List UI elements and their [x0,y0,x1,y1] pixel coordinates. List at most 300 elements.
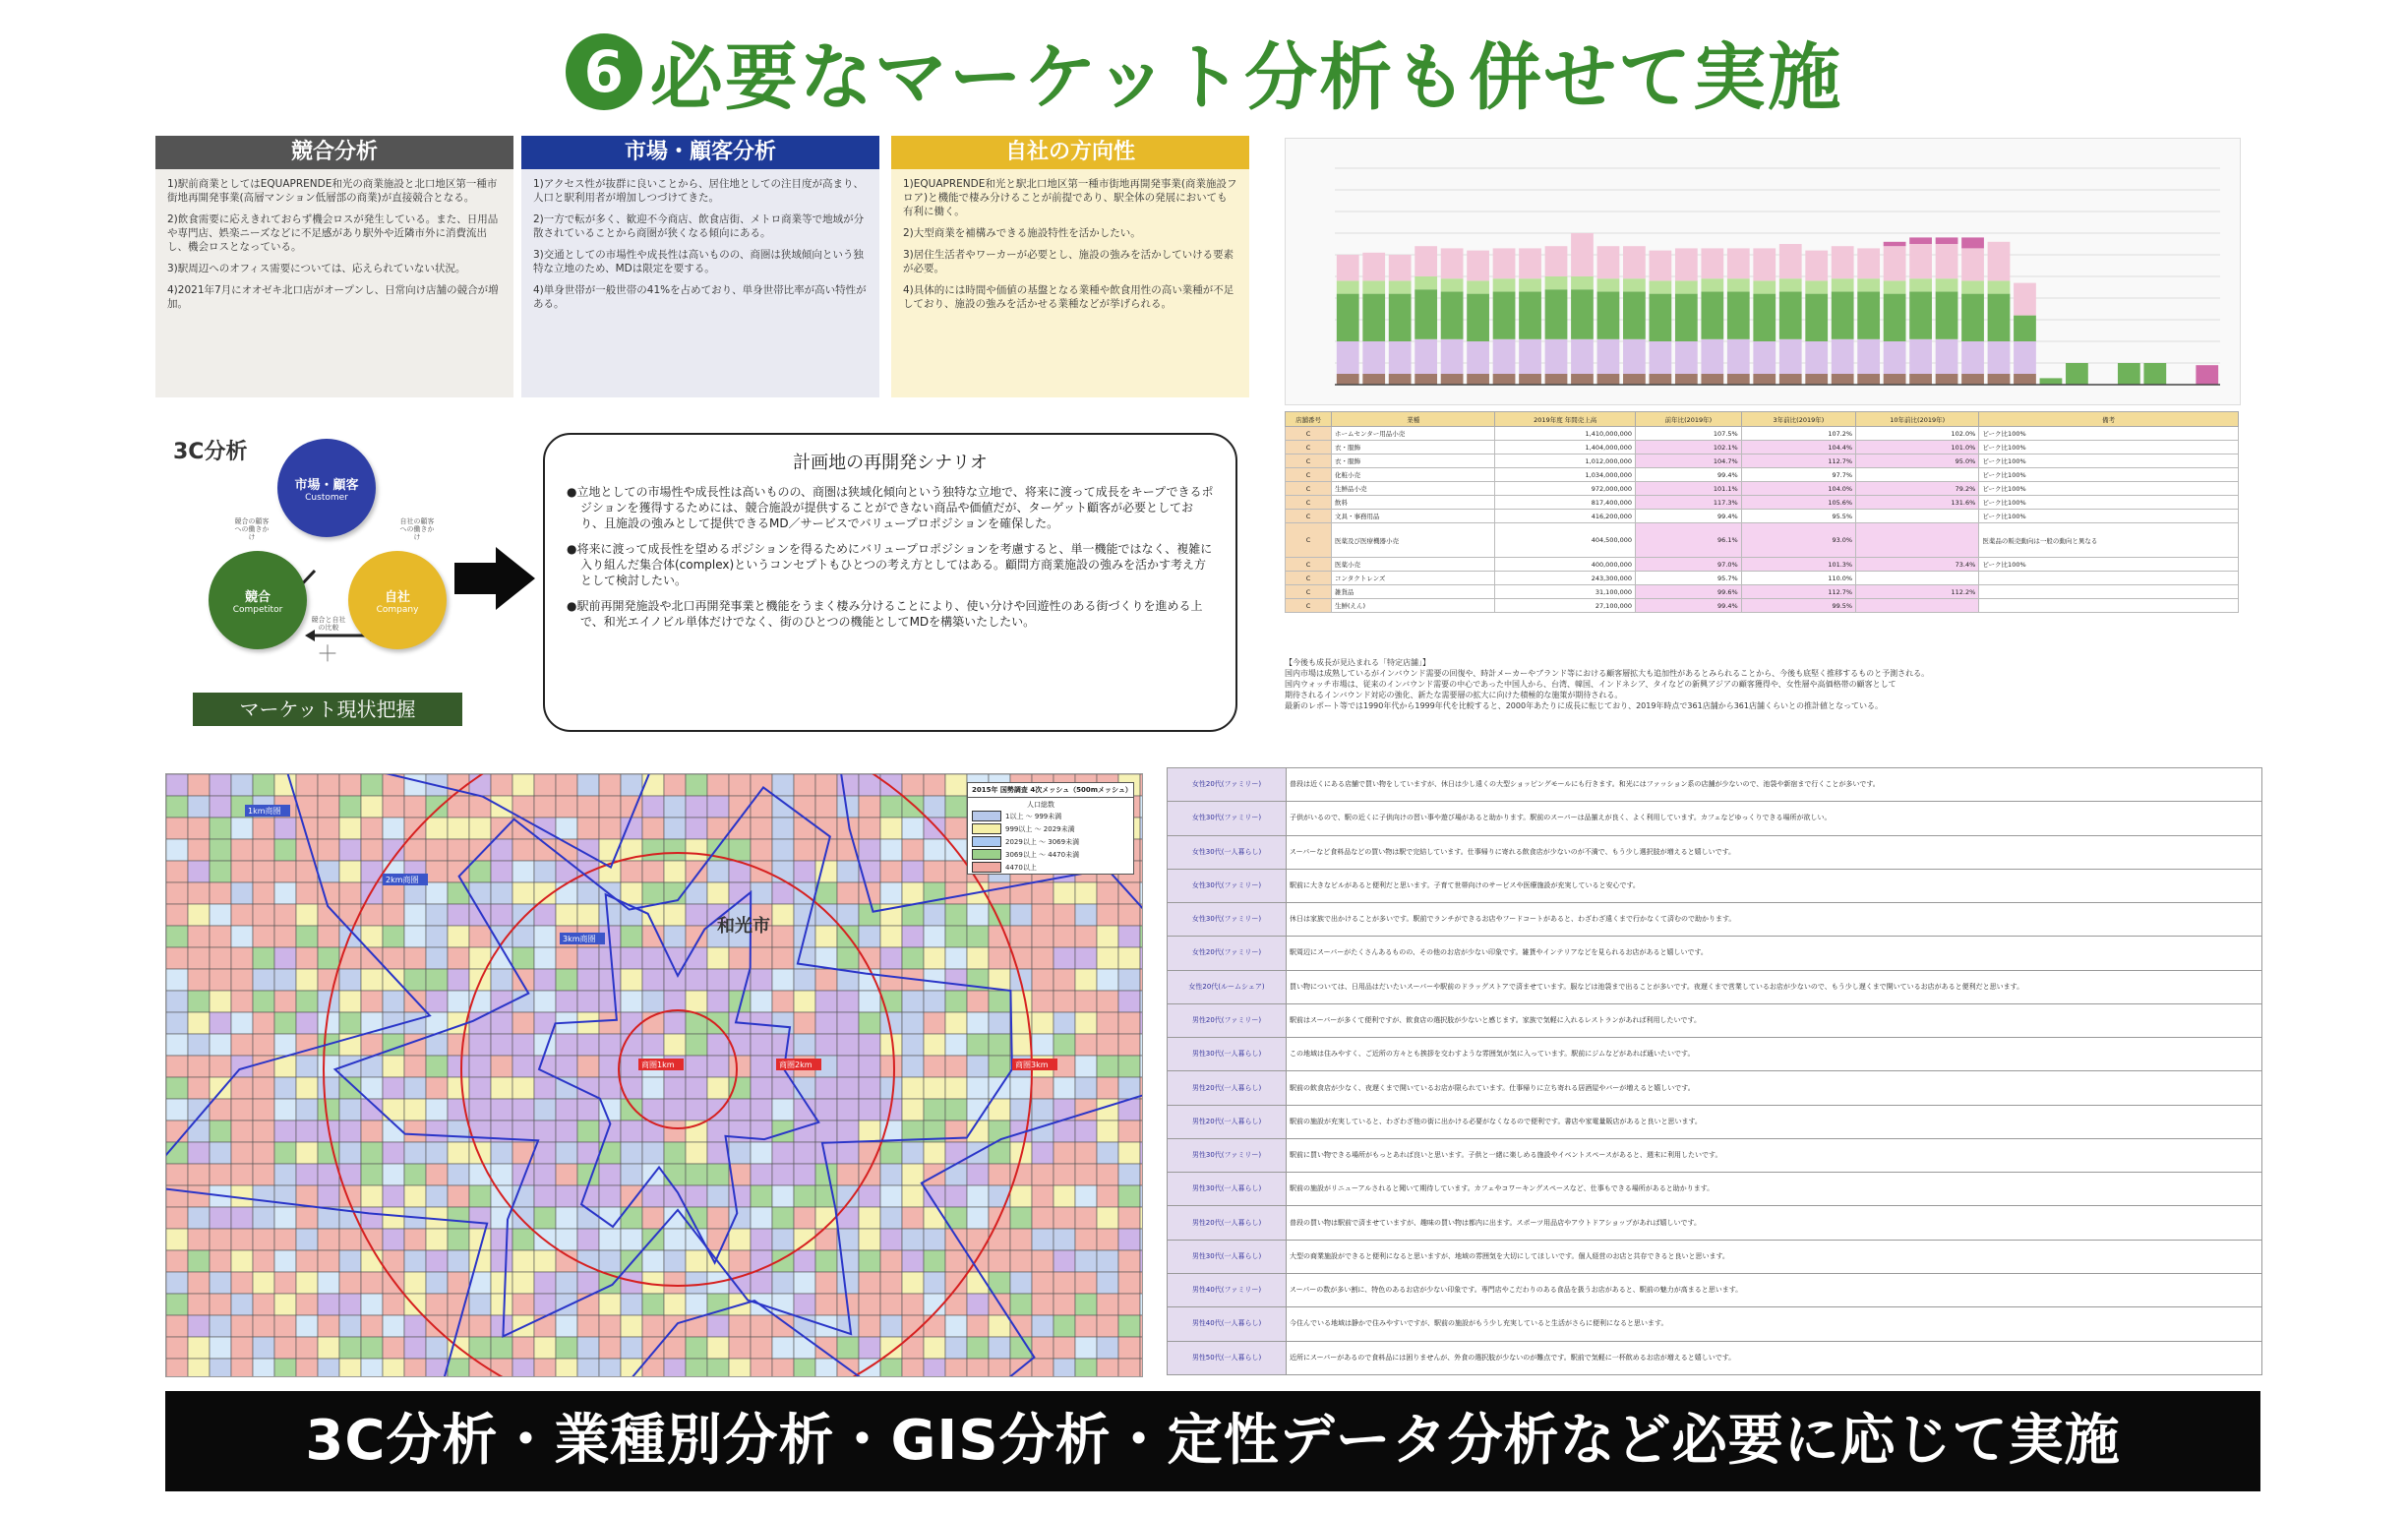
chart-bar-segment [1571,374,1594,385]
mesh-cell [707,1207,729,1229]
mesh-cell [210,818,231,839]
mesh-cell [296,1207,318,1229]
mesh-cell [1118,1315,1140,1337]
mesh-cell [880,1272,902,1294]
mesh-cell [210,1272,231,1294]
mesh-cell [188,1077,210,1099]
mesh-cell [1097,1294,1118,1315]
mesh-cell [1118,1272,1140,1294]
mesh-cell [794,1185,815,1207]
chart-bar-segment [1571,233,1594,276]
qualitative-table-body [1168,768,2262,1375]
mesh-cell [166,1164,188,1185]
chart-bar-segment [1909,374,1932,385]
mesh-cell [837,1142,859,1164]
table-note: 【今後も成長が見込まれる「特定店舗」】 [1285,658,1430,667]
table-row [1286,510,2239,523]
mesh-cell [296,1359,318,1376]
mesh-cell [621,1207,642,1229]
mesh-cell [945,1056,967,1077]
bullet-icon: ● [567,599,577,613]
mesh-cell [491,1272,512,1294]
mesh-cell [339,861,361,882]
mesh-cell [664,969,686,991]
mesh-cell [621,969,642,991]
mesh-cell [924,1272,945,1294]
table-cell: 99.4% [1636,468,1742,482]
mesh-cell [318,818,339,839]
mesh-cell [794,1294,815,1315]
chart-bar-segment [1493,291,1516,338]
mesh-cell [166,1142,188,1164]
mesh-cell [231,904,253,926]
interview-row [1168,1038,2262,1071]
mesh-cell [880,926,902,947]
competitor-analysis-heading: 競合分析 [155,136,513,169]
mesh-cell [448,1272,469,1294]
mesh-cell [772,947,794,969]
table-cell: 972,000,000 [1495,482,1636,496]
mesh-cell [1032,1359,1054,1376]
mesh-cell [664,1077,686,1099]
mesh-cell [426,904,448,926]
mesh-cell [274,926,296,947]
mesh-cell [664,1294,686,1315]
mesh-cell [859,1099,880,1121]
mesh-cell [751,1207,772,1229]
mesh-cell [664,1099,686,1121]
chart-bar-segment [1936,374,1958,385]
mesh-cell [664,774,686,796]
mesh-cell [1118,1142,1140,1164]
respondent-label: 男性20代(一人暮らし) [1168,1105,1287,1138]
mesh-cell [404,1056,426,1077]
mesh-cell [664,818,686,839]
mesh-cell [1140,1250,1142,1272]
mesh-cell [751,839,772,861]
chart-bar-segment [1701,248,1723,278]
mesh-cell [989,1315,1010,1337]
mesh-cell [1140,991,1142,1012]
chart-bar-segment [1857,291,1880,338]
mesh-cell [1140,1185,1142,1207]
mesh-cell [448,947,469,969]
mesh-cell [404,1337,426,1359]
mesh-cell [1032,1337,1054,1359]
legend-swatch [972,862,1001,873]
table-row [1286,585,2239,599]
chart-bar-segment [1519,374,1541,385]
chart-bar-segment [1701,374,1723,385]
chart-bar-segment [1389,255,1412,280]
mesh-cell [556,1337,577,1359]
mesh-cell [210,1164,231,1185]
mesh-cell [1054,1229,1075,1250]
mesh-cell [1054,1207,1075,1229]
bullet-icon: ● [567,542,577,556]
mesh-cell [686,969,707,991]
chart-bar-segment [1805,341,1828,374]
chart-bar-segment [1650,280,1672,293]
mesh-cell [664,1121,686,1142]
mesh-cell [902,774,924,796]
mesh-cell [945,904,967,926]
mesh-cell [924,1315,945,1337]
mesh-cell [556,774,577,796]
mesh-cell [534,1315,556,1337]
mesh-cell [772,1012,794,1034]
mesh-cell [1075,882,1097,904]
mesh-cell [837,991,859,1012]
mesh-cell [210,1012,231,1034]
table-row [1286,496,2239,510]
table-header-row [1286,412,2239,427]
table-cell: ピーク比100% [1979,427,2239,441]
mesh-cell [274,1121,296,1142]
mesh-cell [902,1056,924,1077]
mesh-cell [426,1099,448,1121]
mesh-cell [491,1337,512,1359]
table-cell: 雑貨品 [1332,585,1495,599]
respondent-label: 男性30代(一人暮らし) [1168,1038,1287,1071]
mesh-cell [426,1185,448,1207]
mesh-cell [1075,1229,1097,1250]
mesh-cell [383,926,404,947]
interview-comment: この地域は住みやすく、ご近所の方々とも挨拶を交わすような雰囲気が気に入っています。駅前にジムなどがあれば通いたいです。 [1287,1038,2262,1071]
mesh-cell [707,1099,729,1121]
mesh-cell [707,1012,729,1034]
mesh-cell [815,1250,837,1272]
mesh-cell [512,1164,534,1185]
respondent-label: 男性50代(一人暮らし) [1168,1341,1287,1374]
mesh-cell [859,1185,880,1207]
mesh-cell [1010,1034,1032,1056]
mesh-cell [707,882,729,904]
mesh-cell [945,1315,967,1337]
mesh-cell [296,1121,318,1142]
chart-bar-segment [2118,363,2140,385]
mesh-cell [621,926,642,947]
mesh-cell [274,861,296,882]
mesh-cell [318,1294,339,1315]
table-header-cell: 10年前比(2019年) [1856,412,1979,427]
company-circle-en: Company [376,605,419,615]
mesh-cell [859,1207,880,1229]
table-cell: コンタクトレンズ [1332,572,1495,585]
mesh-cell [621,1164,642,1185]
mesh-cell [339,818,361,839]
mesh-cell [166,839,188,861]
mesh-cell [1118,969,1140,991]
mesh-cell [318,796,339,818]
table-cell [1856,523,1979,558]
mesh-cell [1097,1056,1118,1077]
mesh-cell [534,796,556,818]
mesh-cell [729,1099,751,1121]
mesh-cell [210,774,231,796]
interview-comment: 駅周辺にスーパーがたくさんあるものの、その他のお店が少ない印象です。雑貨やインテリアなどを見られるお店があると嬉しいです。 [1287,937,2262,970]
mesh-cell [577,1034,599,1056]
mesh-cell [188,1272,210,1294]
mesh-cell [599,991,621,1012]
chart-bar-segment [1779,278,1802,291]
mesh-cell [534,1337,556,1359]
mesh-cell [383,1315,404,1337]
respondent-label: 男性40代(一人暮らし) [1168,1307,1287,1341]
mesh-cell [339,1359,361,1376]
table-row [1286,468,2239,482]
mesh-cell [296,969,318,991]
mesh-cell [231,1250,253,1272]
mesh-cell [1075,1077,1097,1099]
mesh-cell [989,1121,1010,1142]
customer-circle-label: 市場・顧客 [294,478,359,493]
mesh-cell [924,1337,945,1359]
mesh-cell [1118,1294,1140,1315]
interview-comment: 駅前の飲食店が少なく、夜遅くまで開いているお店が限られています。仕事帰りに立ち寄れる居酒屋やバーが増えると嬉しいです。 [1287,1071,2262,1105]
chart-bar-segment [1675,341,1698,374]
mesh-cell [880,969,902,991]
mesh-cell [577,1099,599,1121]
table-cell: C [1286,454,1332,468]
scenario-item-text: 将来に渡って成長性を望めるポジションを得るためにバリュープロポジションを考慮すると、単一機能ではなく、複雑に入り組んだ集合体(complex)というコンセプトもひとつの考え方としてはある。顧問方商業施設の強みを活かす考え方として検討したい。 [576,542,1213,587]
chart-bar-segment [1493,248,1516,278]
mesh-cell [577,1142,599,1164]
mesh-cell [859,1056,880,1077]
mesh-cell [469,926,491,947]
mesh-cell [1032,1294,1054,1315]
mesh-cell [945,1272,967,1294]
mesh-cell [621,1294,642,1315]
mesh-cell [902,1250,924,1272]
table-row [1286,441,2239,454]
table-cell: 95.5% [1741,510,1855,523]
mesh-cell [880,1229,902,1250]
map-legend-item [968,810,1133,822]
chart-bar-segment [1675,248,1698,280]
mesh-cell [1075,904,1097,926]
mesh-cell [274,1250,296,1272]
mesh-cell [383,1077,404,1099]
mesh-cell [383,991,404,1012]
mesh-cell [512,1099,534,1121]
mesh-cell [1032,1229,1054,1250]
mesh-cell [729,839,751,861]
mesh-cell [231,1229,253,1250]
mesh-cell [642,839,664,861]
mesh-cell [512,1250,534,1272]
table-cell: C [1286,496,1332,510]
mesh-cell [729,1315,751,1337]
chart-bar-segment [1857,278,1880,291]
mesh-cell [1032,1012,1054,1034]
mesh-cell [577,1056,599,1077]
mesh-cell [707,796,729,818]
mesh-cell [902,947,924,969]
mesh-cell [859,818,880,839]
mesh-cell [664,1164,686,1185]
chart-bar-segment [1988,280,2011,293]
mesh-cell [188,861,210,882]
mesh-cell [621,1121,642,1142]
interview-row [1168,835,2262,869]
mesh-cell [318,1164,339,1185]
mesh-cell [339,991,361,1012]
mesh-cell [967,1315,989,1337]
table-cell: 104.0% [1741,482,1855,496]
mesh-cell [556,1185,577,1207]
mesh-cell [1032,882,1054,904]
mesh-cell [1032,1077,1054,1099]
mesh-cell [296,1099,318,1121]
mesh-cell [556,1121,577,1142]
table-cell: 95.0% [1856,454,1979,468]
chart-bar-segment [1675,280,1698,293]
mesh-cell [664,991,686,1012]
mesh-cell [556,1315,577,1337]
mesh-cell [707,1077,729,1099]
mesh-cell [1032,1250,1054,1272]
mesh-cell [383,882,404,904]
mesh-cell [967,1077,989,1099]
chart-bar-segment [1571,289,1594,339]
mesh-cell [404,839,426,861]
mesh-cell [404,1121,426,1142]
chart-bar-segment [1337,294,1359,341]
mesh-cell [945,947,967,969]
mesh-cell [1032,1164,1054,1185]
mesh-cell [1054,1315,1075,1337]
mesh-cell [339,796,361,818]
interview-row [1168,903,2262,937]
mesh-cell [426,991,448,1012]
mesh-cell [577,947,599,969]
mesh-cell [880,1164,902,1185]
mesh-cell [924,904,945,926]
chart-bar-segment [1857,374,1880,385]
mesh-cell [686,774,707,796]
table-cell: 400,000,000 [1495,558,1636,572]
mesh-cell [469,1294,491,1315]
chart-bar-segment [1467,374,1489,385]
respondent-label: 男性20代(ファミリー) [1168,1003,1287,1037]
chart-bar-segment [1623,246,1646,278]
mesh-cell [664,1272,686,1294]
map-legend-header: 人口総数 [1027,801,1054,809]
customer-circle-en: Customer [305,493,348,503]
mesh-cell [188,818,210,839]
table-cell: 文具・事務用品 [1332,510,1495,523]
mesh-cell [556,796,577,818]
mesh-cell [967,1012,989,1034]
mesh-cell [339,969,361,991]
mesh-cell [231,818,253,839]
mesh-cell [707,1185,729,1207]
mesh-cell [772,991,794,1012]
mesh-cell [1054,969,1075,991]
mesh-cell [448,839,469,861]
mesh-cell [837,1164,859,1185]
legend-label: 2029以上 ～ 3069未満 [1005,837,1080,846]
mesh-cell [794,1272,815,1294]
chart-bar-segment [1753,248,1776,280]
mesh-cell [1010,1077,1032,1099]
mesh-cell [318,1250,339,1272]
mesh-cell [274,969,296,991]
mesh-cell [664,1142,686,1164]
interview-comment: 買い物については、日用品はだいたいスーパーや駅前のドラッグストアで済ませています。服などは池袋まで出ることが多いです。夜遅くまで営業しているお店が少ないので、もう少し遅くまで開いているお店があると便利だと思います。 [1287,970,2262,1003]
table-cell: ピーク比100% [1979,510,2239,523]
interview-comment: 近所にスーパーがあるので食料品には困りませんが、外食の選択肢が少ないのが難点です。駅前で気軽に一杯飲めるお店が増えると嬉しいです。 [1287,1341,2262,1374]
table-header-cell: 店舗番号 [1286,412,1332,427]
mesh-cell [945,1012,967,1034]
respondent-label: 男性20代(一人暮らし) [1168,1071,1287,1105]
mesh-cell [556,1359,577,1376]
mesh-cell [231,1012,253,1034]
mesh-cell [859,1012,880,1034]
chart-bar-segment [1519,339,1541,374]
mesh-cell [686,1185,707,1207]
mesh-cell [534,1142,556,1164]
table-cell: 107.2% [1741,427,1855,441]
mesh-cell [1054,1272,1075,1294]
mesh-cell [253,1185,274,1207]
mesh-cell [1032,1034,1054,1056]
mesh-cell [1054,904,1075,926]
mesh-cell [729,796,751,818]
mesh-cell [556,1250,577,1272]
bullet-icon: ● [567,485,577,499]
mesh-cell [166,1229,188,1250]
mesh-cell [166,1099,188,1121]
mesh-cell [448,796,469,818]
mesh-cell [664,1359,686,1376]
mesh-cell [166,947,188,969]
chart-bar-segment [1753,280,1776,293]
qualitative-interview-table [1167,767,2262,1375]
table-cell: 生鮮(えん) [1332,599,1495,613]
mesh-cell [880,861,902,882]
mesh-cell [1010,1185,1032,1207]
mesh-cell [534,1359,556,1376]
mesh-cell [1140,818,1142,839]
chart-bar-segment [1493,374,1516,385]
mesh-cell [1097,1077,1118,1099]
mesh-cell [1032,904,1054,926]
mesh-cell [1140,1359,1142,1376]
mesh-cell [1075,947,1097,969]
mesh-cell [1010,1229,1032,1250]
mesh-cell [318,1056,339,1077]
mesh-cell [512,861,534,882]
chart-bar-segment [1545,246,1568,276]
competitor-analysis-panel [155,136,513,403]
mesh-cell [448,818,469,839]
mesh-cell [686,991,707,1012]
chart-bar-segment [1597,246,1620,278]
mesh-cell [642,861,664,882]
mesh-cell [945,818,967,839]
mesh-cell [512,1337,534,1359]
mesh-cell [448,1077,469,1099]
mesh-cell [686,904,707,926]
chart-bar-segment [2143,363,2166,385]
mesh-cell [296,1272,318,1294]
mesh-cell [1010,1272,1032,1294]
mesh-cell [231,1077,253,1099]
mesh-cell [967,1056,989,1077]
mesh-cell [686,1142,707,1164]
